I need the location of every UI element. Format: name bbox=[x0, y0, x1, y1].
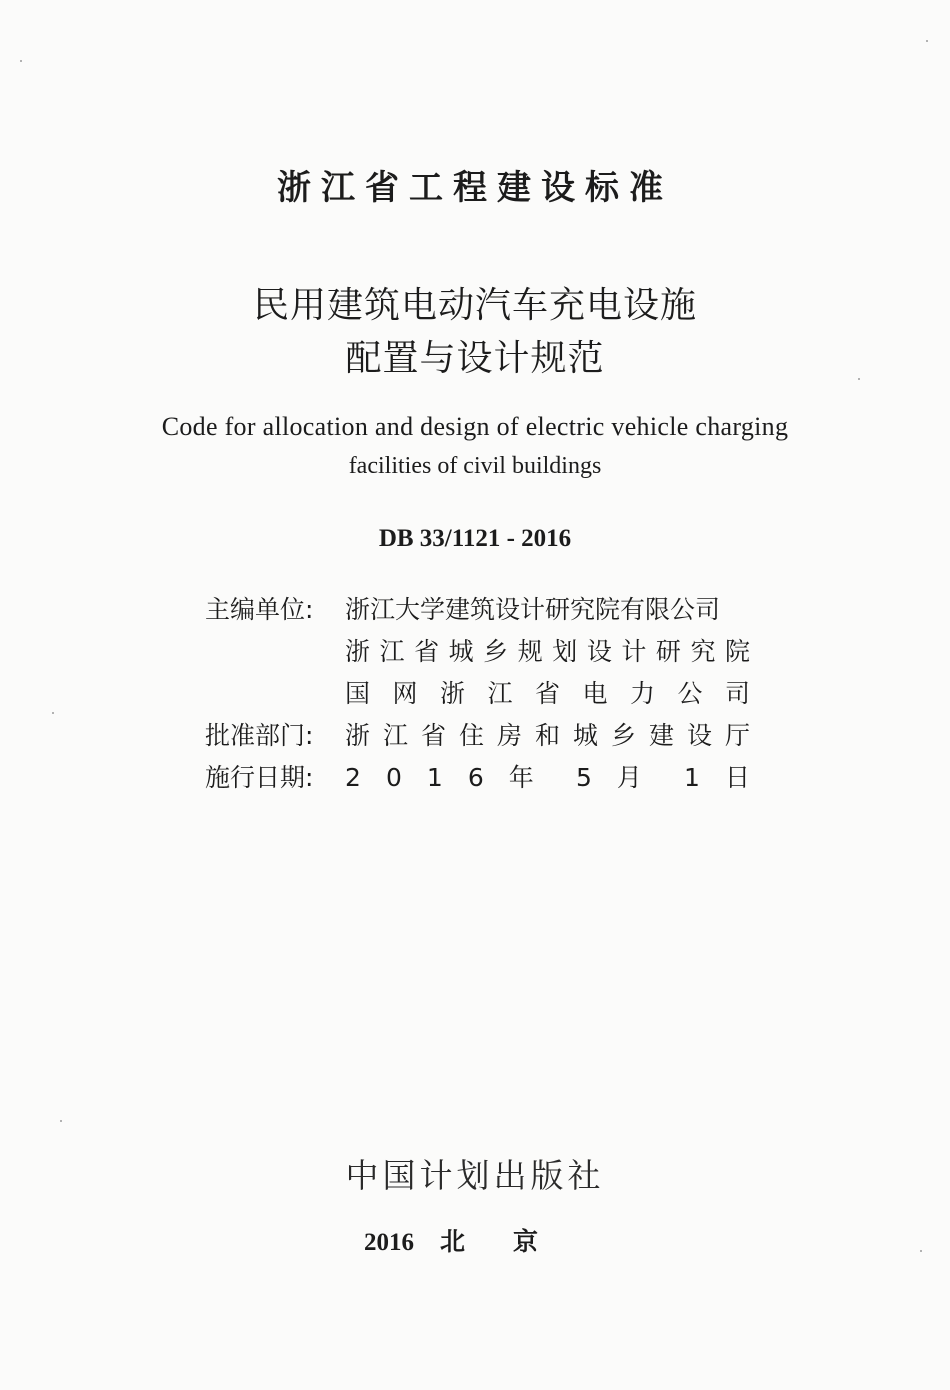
standard-series-header: 浙江省工程建设标准 bbox=[277, 168, 673, 208]
english-title-line-2: facilities of civil buildings bbox=[348, 453, 602, 479]
scan-speck bbox=[926, 40, 928, 42]
approver-label: 批准部门: bbox=[205, 721, 314, 750]
scan-speck bbox=[20, 60, 22, 62]
editor-value: 国 网 浙 江 省 电 力 公 司 bbox=[345, 679, 750, 708]
effective-date-label: 施行日期: bbox=[205, 763, 314, 792]
editor-value: 浙江大学建筑设计研究院有限公司 bbox=[345, 595, 721, 624]
publication-footer bbox=[0, 1222, 950, 1258]
effective-date-value: 2 0 1 6 年 5 月 1 日 bbox=[345, 763, 750, 792]
scan-speck bbox=[858, 378, 860, 380]
chinese-title-line-2: 配置与设计规范 bbox=[345, 338, 605, 379]
publisher-name: 中国计划出版社 bbox=[345, 1156, 605, 1195]
approver-value: 浙 江 省 住 房 和 城 乡 建 设 厅 bbox=[345, 721, 750, 750]
standard-code: DB 33/1121 - 2016 bbox=[378, 525, 572, 552]
chinese-title-line-1: 民用建筑电动汽车充电设施 bbox=[252, 285, 697, 326]
publication-city: 北京 bbox=[439, 1229, 586, 1256]
publication-year: 2016 bbox=[363, 1229, 414, 1256]
scan-speck bbox=[52, 712, 54, 714]
scan-speck bbox=[60, 1120, 62, 1122]
english-title-line-1: Code for allocation and design of electric vehicle charging bbox=[161, 412, 789, 441]
editor-label: 主编单位: bbox=[205, 595, 314, 624]
scan-speck bbox=[920, 1250, 922, 1252]
editor-value: 浙 江 省 城 乡 规 划 设 计 研 究 院 bbox=[345, 637, 750, 666]
